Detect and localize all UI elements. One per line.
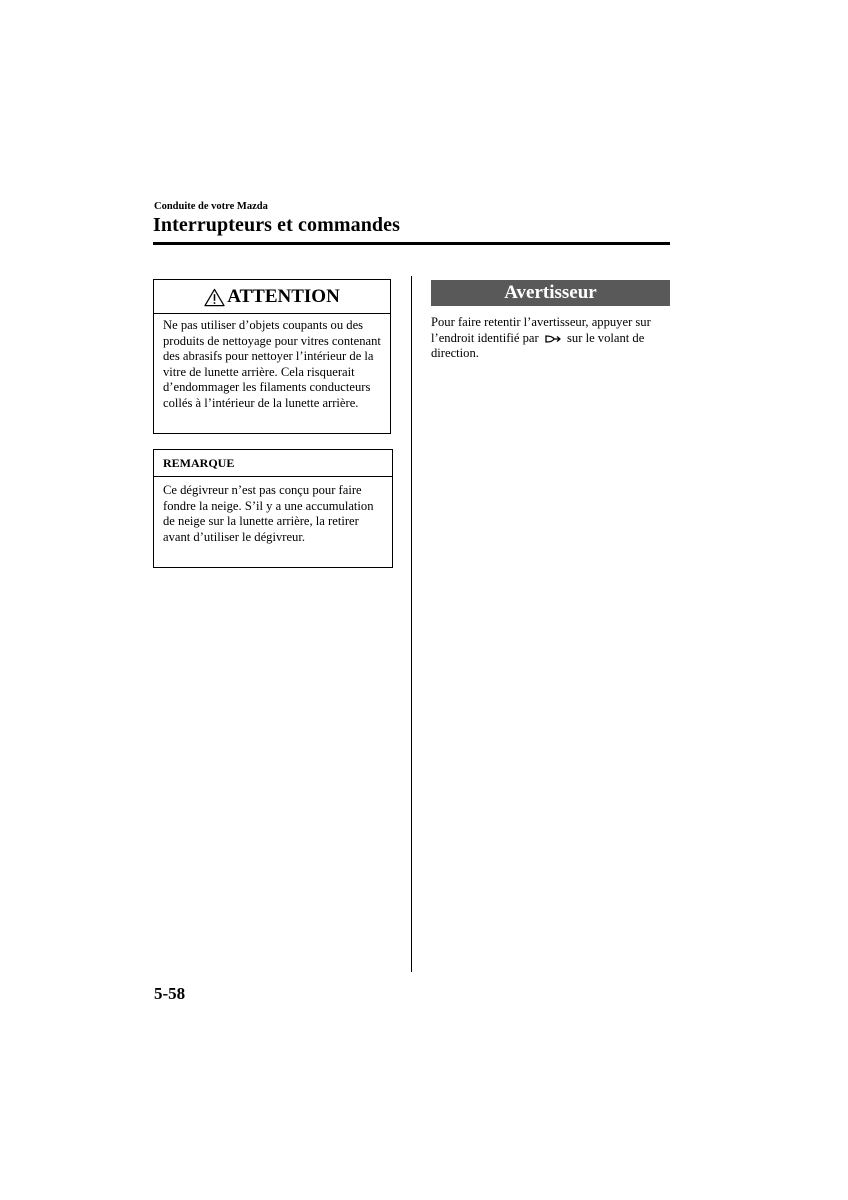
warning-title: ATTENTION: [227, 285, 340, 307]
note-box: [153, 449, 393, 568]
topic-text-after: sur le volant de direction.: [431, 330, 645, 361]
page-number: 5-58: [154, 984, 186, 1003]
horn-icon: [544, 334, 562, 344]
title-rule: [153, 242, 670, 245]
topic-title: Avertisseur: [431, 280, 670, 306]
warning-header: [154, 280, 390, 314]
note-body: Ce dégivreur n’est pas conçu pour faire fondre la neige. S’il y a une accumulation de neige sur la lunette arrière, la retirer avant d’utiliser le dégivreur.: [163, 483, 374, 544]
topic-text-before: Pour faire retentir l’avertisseur, appuyer sur l’endroit identifié par: [431, 315, 651, 345]
warning-triangle-icon: [204, 288, 225, 307]
note-title: REMARQUE: [154, 450, 392, 477]
topic-text: [431, 315, 671, 362]
warning-box: [153, 279, 391, 434]
section-label: Conduite de votre Mazda: [154, 201, 268, 212]
warning-body: Ne pas utiliser d’objets coupants ou des produits de nettoyage pour vitres contenant des abrasifs pour nettoyer l’intérieur de la vitre de lunette arrière. Cela risquerait d’endommager les filaments conducteurs collés à l’intérieur de la lunette arrière.: [163, 318, 381, 410]
chapter-title: Interrupteurs et commandes: [153, 214, 401, 236]
column-divider: [411, 276, 412, 972]
